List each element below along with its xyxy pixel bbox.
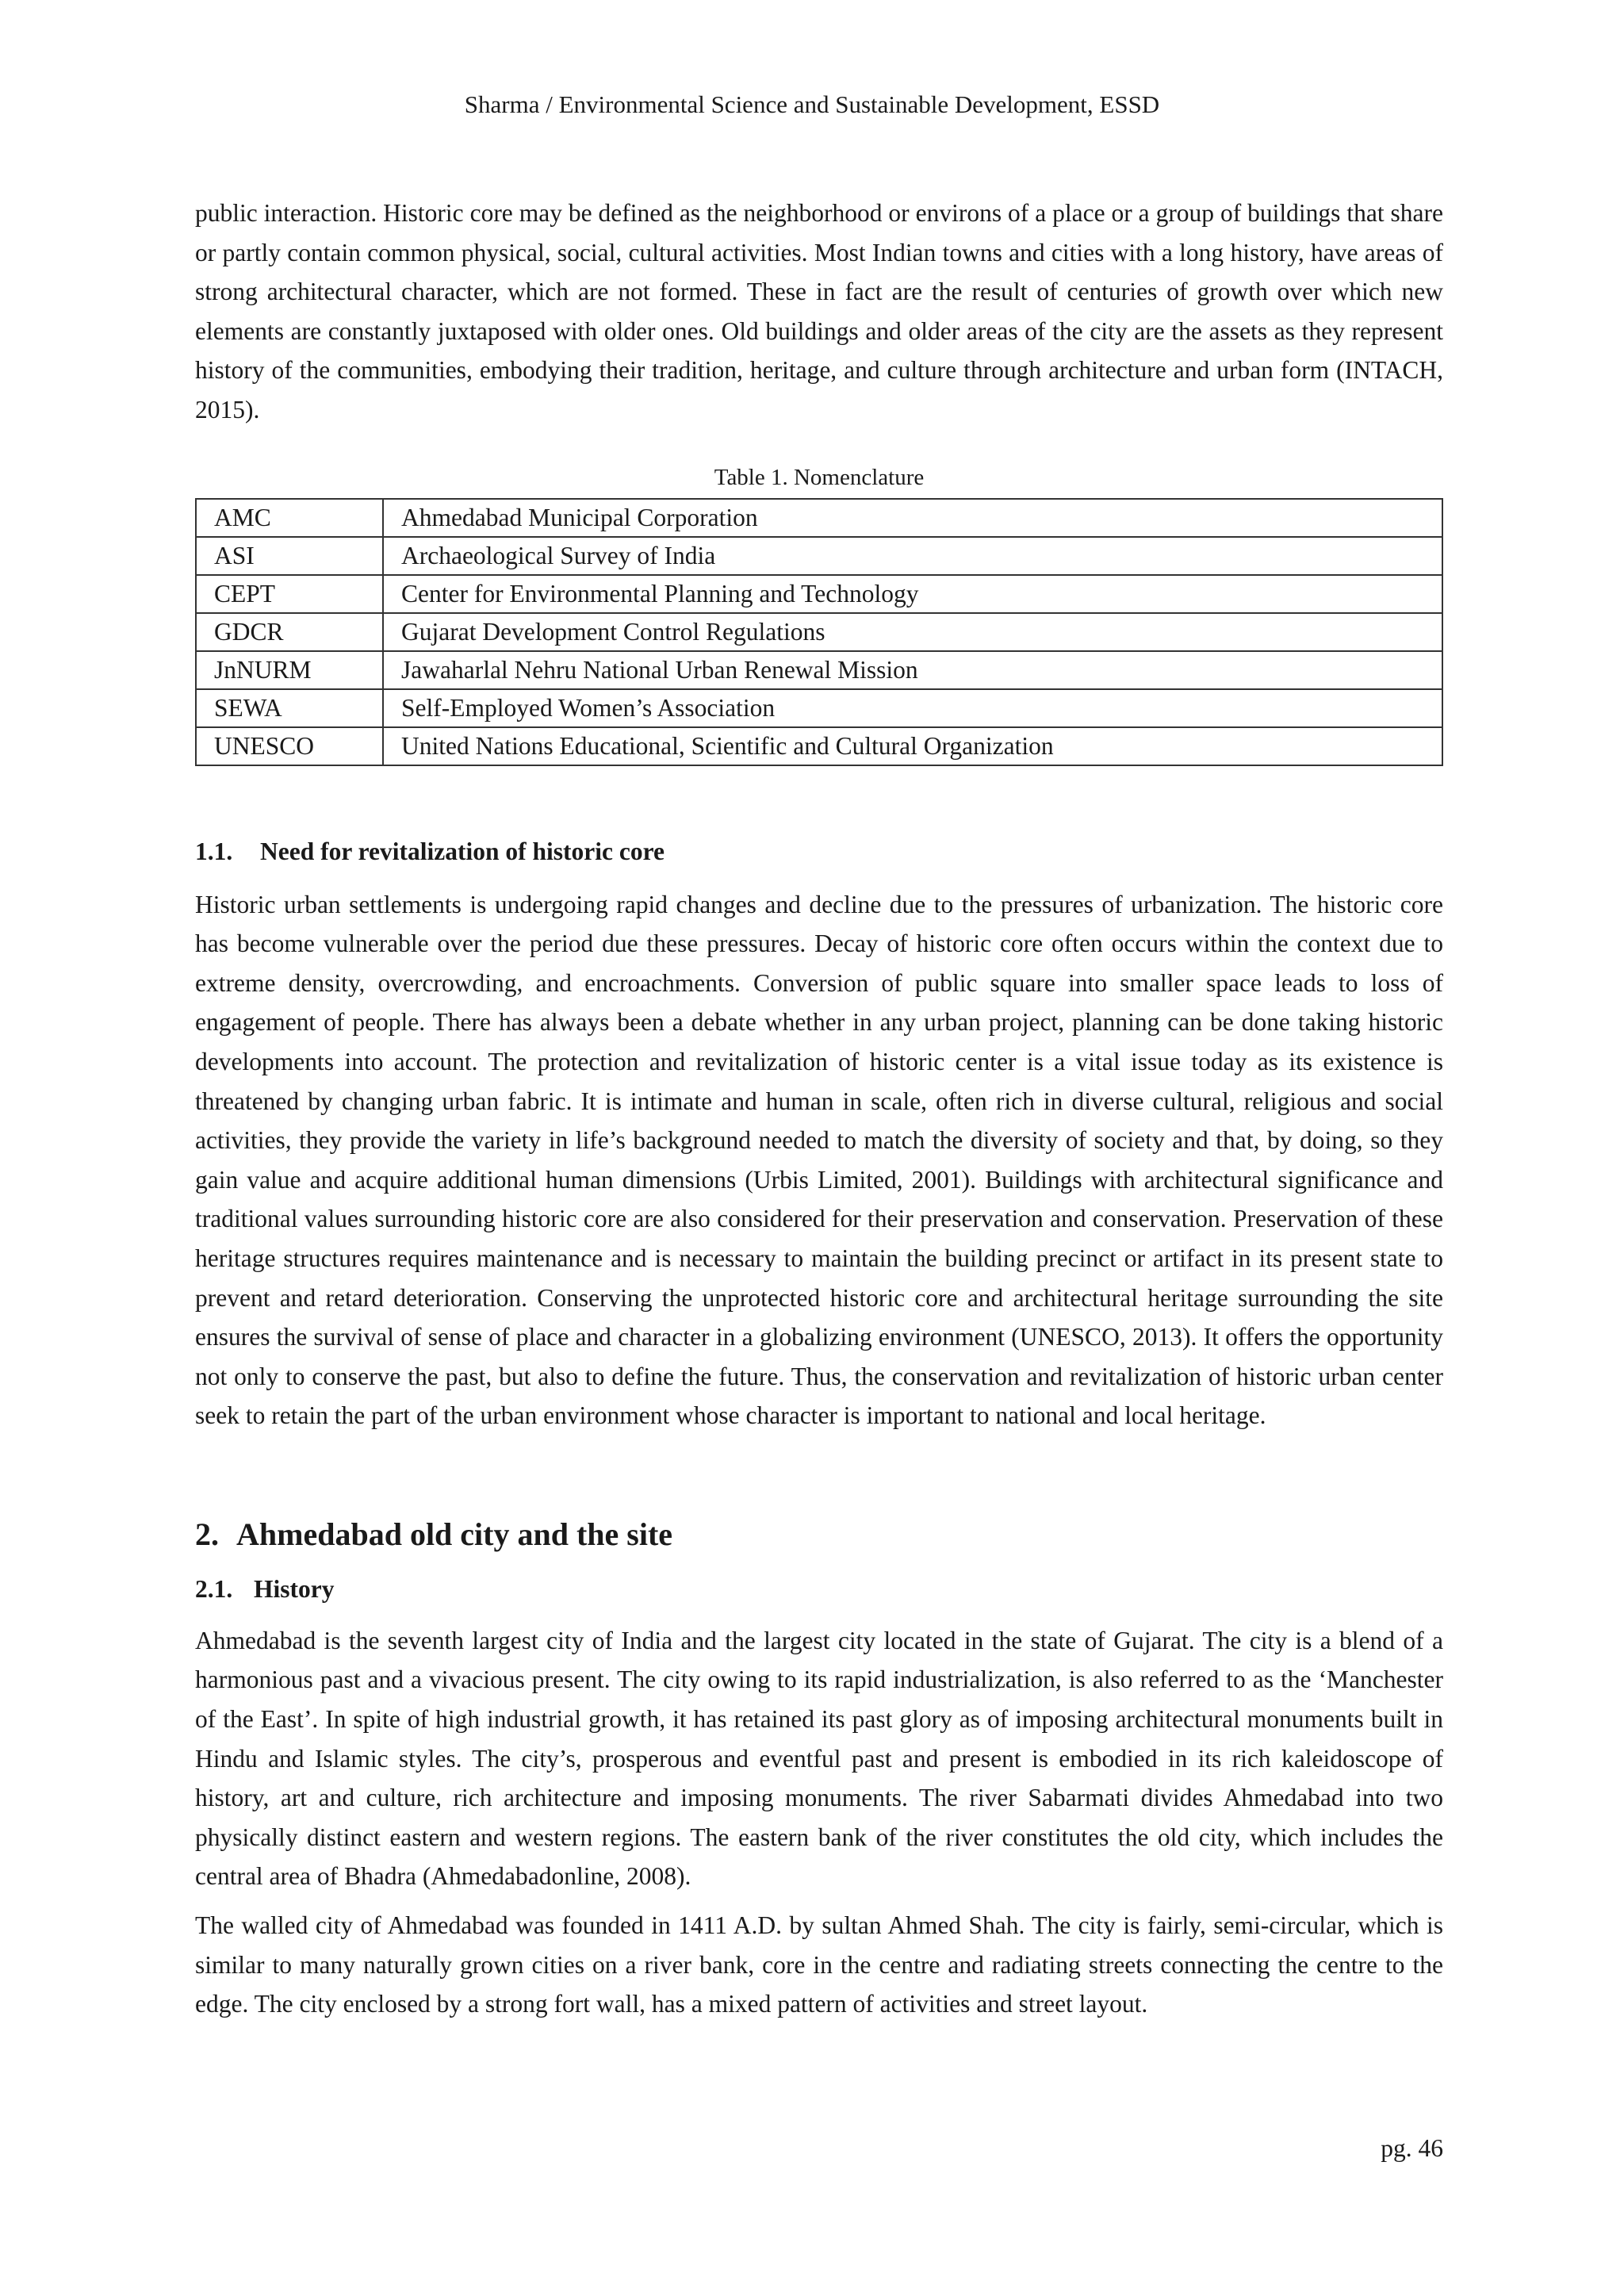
nomenclature-table	[195, 498, 1443, 766]
table-row	[196, 689, 1442, 727]
section-heading-2	[195, 1515, 1443, 1554]
table-row	[196, 613, 1442, 651]
subsection-heading-1-1	[195, 834, 1443, 869]
subsection-number: 2.1.	[195, 1574, 233, 1603]
meaning-cell: Ahmedabad Municipal Corporation	[383, 499, 1442, 537]
meaning-cell: Jawaharlal Nehru National Urban Renewal Mission	[383, 651, 1442, 689]
subsection-heading-2-1	[195, 1572, 1443, 1607]
history-paragraph-2: The walled city of Ahmedabad was founded in 1411 A.D. by sultan Ahmed Shah. The city is fairly, semi-circular, which is similar to many naturally grown cities on a river bank, core in the centre and radiating streets connecting the centre to the edge. The city enclosed by a strong fort wall, has a mixed pattern of activities and street layout.	[195, 1911, 1443, 2018]
paragraph-gap	[195, 1896, 1443, 1906]
table-caption: Table 1. Nomenclature	[714, 464, 925, 490]
meaning-cell: Center for Environmental Planning and Technology	[383, 575, 1442, 613]
subsection-title: History	[254, 1574, 335, 1603]
table-row	[196, 727, 1442, 765]
page-content	[195, 194, 1443, 2024]
meaning-cell: Gujarat Development Control Regulations	[383, 613, 1442, 651]
intro-paragraph: public interaction. Historic core may be defined as the neighborhood or environs of a place or a group of buildings that share or partly contain common physical, social, cultural activities. Most Indian towns and cities with a long history, have areas of strong architectural character, which are not formed. These in fact are the result of centuries of growth over which new elements are constantly juxtaposed with older ones. Old buildings and older areas of the city are the assets as they represent history of the communities, embodying their tradition, heritage, and culture through architecture and urban form (INTACH, 2015).	[195, 199, 1443, 424]
table-row	[196, 575, 1442, 613]
section-number: 2.	[195, 1516, 219, 1552]
table-row	[196, 537, 1442, 575]
abbreviation-cell: GDCR	[196, 613, 383, 651]
subsection-title: Need for revitalization of historic core	[260, 837, 665, 865]
revitalization-paragraph: Historic urban settlements is undergoing rapid changes and decline due to the pressures of urbanization. The historic core has become vulnerable over the period due these pressures. Decay of historic core often occurs within the context due to extreme density, overcrowding, and encroachments. Conversion of public square into smaller space leads to loss of engagement of people. There has always been a debate whether in any urban project, planning can be done taking historic developments into account. The protection and revitalization of historic center is a vital issue today as its existence is threatened by changing urban fabric. It is intimate and human in scale, often rich in diverse cultural, religious and social activities, they provide the variety in life’s background needed to match the diversity of society and that, by doing, so they gain value and acquire additional human dimensions (Urbis Limited, 2001). Buildings with architectural significance and traditional values surrounding historic core are also considered for their preservation and conservation. Preservation of these heritage structures requires maintenance and is necessary to maintain the building precinct or artifact in its present state to prevent and retard deterioration. Conserving the unprotected historic core and architectural heritage surrounding the site ensures the survival of sense of place and character in a globalizing environment (UNESCO, 2013). It offers the opportunity not only to conserve the past, but also to define the future. Thus, the conservation and revitalization of historic urban center seek to retain the part of the urban environment whose character is important to national and local heritage.	[195, 890, 1443, 1430]
subsection-number: 1.1.	[195, 837, 233, 865]
table-row	[196, 651, 1442, 689]
meaning-cell: United Nations Educational, Scientific and Cultural Organization	[383, 727, 1442, 765]
meaning-cell: Self-Employed Women’s Association	[383, 689, 1442, 727]
abbreviation-cell: SEWA	[196, 689, 383, 727]
abbreviation-cell: AMC	[196, 499, 383, 537]
history-paragraph-1: Ahmedabad is the seventh largest city of India and the largest city located in the state of Gujarat. The city is a blend of a harmonious past and a vivacious present. The city owing to its rapid industrialization, is also referred to as the ‘Manchester of the East’. In spite of high industrial growth, it has retained its past glory as of imposing architectural monuments built in Hindu and Islamic styles. The city’s, prosperous and eventful past and present is embodied in its rich kaleidoscope of history, art and culture, rich architecture and imposing monuments. The river Sabarmati divides Ahmedabad into two physically distinct eastern and western regions. The eastern bank of the river constitutes the old city, which includes the central area of Bhadra (Ahmedabadonline, 2008).	[195, 1626, 1443, 1891]
meaning-cell: Archaeological Survey of India	[383, 537, 1442, 575]
running-header: Sharma / Environmental Science and Sustainable Development, ESSD	[464, 90, 1160, 118]
page-number: pg. 46	[1381, 2134, 1443, 2162]
abbreviation-cell: CEPT	[196, 575, 383, 613]
table-row	[196, 499, 1442, 537]
abbreviation-cell: UNESCO	[196, 727, 383, 765]
abbreviation-cell: ASI	[196, 537, 383, 575]
abbreviation-cell: JnNURM	[196, 651, 383, 689]
section-title: Ahmedabad old city and the site	[236, 1516, 673, 1552]
